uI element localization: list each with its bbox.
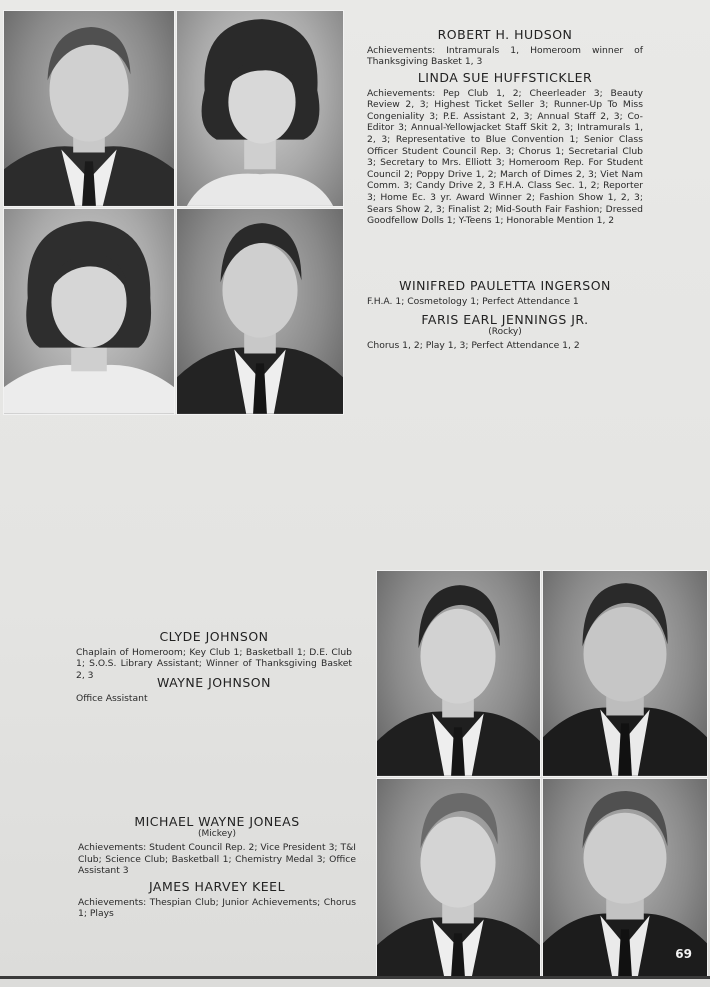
student-details: Achievements: Pep Club 1, 2; Cheerleader 3; Beauty Review 2, 3; Highest Ticket Seller 3; Runner-Up To Miss Congeniality 3; P.E. Assistant 2, 3; Annual Staff 2, 3; Co-Editor 3; Annual-Yellowjacket Staff Skit 2, 3; Intramurals 1, 2, 3; Representative to Blue Convention 1; Senior Class Officer Student Council Rep. 3; Chorus 1; Secretarial Club 3; Secretary to Mrs. Elliott 3; Homeroom Rep. For Student Council 2; Poppy Drive 1, 2; March of Dimes 2, 3; Viet Nam Comm. 3; Candy Drive 2, 3 F.H.A. Class Sec. 1, 2; Reporter 3; Home Ec. 3 yr. Award Winner 2; Fashion Show 1, 2, 3; Sears Show 2, 3; Finalist 2; Mid-South Fair Fashion; Dressed Goodfellow Dolls 1; Y-Teens 1; Honorable Mention 1, 2 (367, 87, 643, 227)
portrait-photo-ingerson (3, 208, 175, 415)
portrait-photo-clyde-johnson (376, 570, 541, 777)
student-entry-jennings (367, 314, 643, 352)
student-details: Achievements: Thespian Club; Junior Achievements; Chorus 1; Plays (78, 896, 356, 920)
student-name: FARIS EARL JENNINGS JR. (421, 312, 589, 327)
man-portrait-icon (4, 11, 174, 206)
portrait-photo-jennings (176, 208, 344, 415)
page-bottom-rule (0, 976, 710, 979)
woman-portrait-icon (4, 209, 174, 414)
portrait-photo-joneas (376, 778, 541, 978)
student-details: Achievements: Student Council Rep. 2; Vice President 3; T&I Club; Science Club; Basketball 1; Chemistry Medal 3; Office Assistant 3 (78, 842, 356, 877)
student-details: F.H.A. 1; Cosmetology 1; Perfect Attendance 1 (367, 295, 579, 307)
student-entry-keel (78, 881, 356, 920)
student-entry-joneas (78, 816, 356, 877)
student-details: Chorus 1, 2; Play 1, 3; Perfect Attendance 1, 2 (367, 340, 580, 352)
woman-portrait-icon (177, 11, 343, 206)
student-name: JAMES HARVEY KEEL (148, 879, 286, 894)
student-name: WAYNE JOHNSON (156, 675, 271, 690)
student-details: Chaplain of Homeroom; Key Club 1; Basketball 1; D.E. Club 1; S.O.S. Library Assistant; Winner of Thanksgiving Basket 2, 3 (76, 646, 352, 681)
student-name: LINDA SUE HUFFSTICKLER (417, 70, 593, 85)
student-entry-hudson (367, 29, 643, 68)
portrait-photo-hudson (3, 10, 175, 207)
student-entry-clyde-johnson (76, 631, 352, 681)
student-entry-ingerson (367, 280, 643, 307)
student-name: WINIFRED PAULETTA INGERSON (399, 278, 611, 293)
student-nickname: (Rocky) (488, 326, 522, 337)
student-entry-wayne-johnson (76, 677, 352, 704)
man-portrait-icon (177, 209, 343, 414)
student-nickname: (Mickey) (198, 828, 236, 839)
man-portrait-icon (377, 571, 540, 776)
portrait-photo-huffstickler (176, 10, 344, 207)
man-portrait-icon (377, 779, 540, 977)
student-name: ROBERT H. HUDSON (437, 27, 573, 42)
student-name: MICHAEL WAYNE JONEAS (134, 814, 300, 829)
page-number: 69 (675, 947, 692, 961)
man-portrait-icon (543, 571, 707, 776)
portrait-photo-wayne-johnson (542, 570, 708, 777)
student-details: Office Assistant (76, 692, 148, 704)
student-entry-huffstickler (367, 72, 643, 227)
student-details: Achievements: Intramurals 1, Homeroom winner of Thanksgiving Basket 1, 3 (367, 44, 643, 68)
student-name: CLYDE JOHNSON (159, 629, 269, 644)
